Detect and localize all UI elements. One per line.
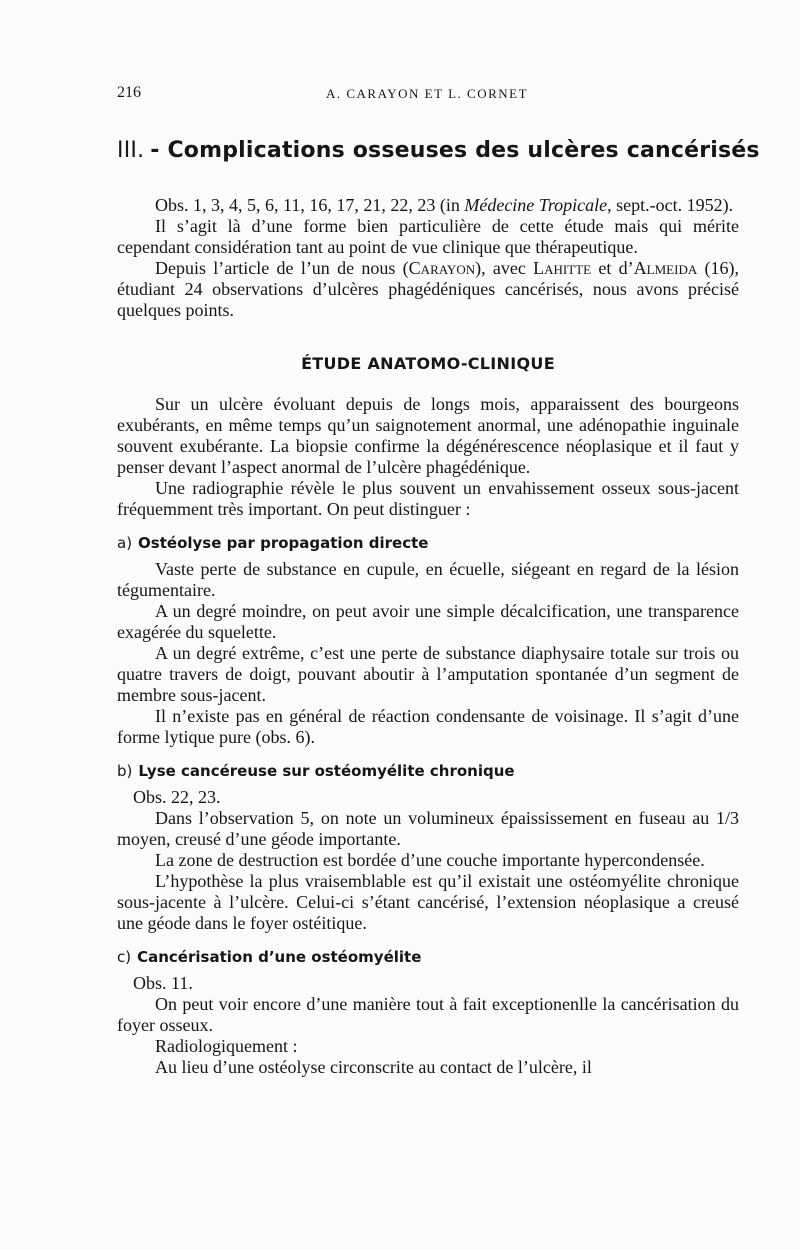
- author-name-carayon: Carayon: [408, 258, 476, 278]
- subsection-b-heading: [117, 761, 739, 782]
- subsection-a-letter: a): [117, 534, 133, 552]
- sub-c-paragraph-3: Au lieu d’une ostéolyse circonscrite au contact de l’ulcère, il: [155, 1057, 592, 1077]
- sub-b-paragraph-3: L’hypothèse la plus vraisemblable est qu’il existait une ostéomyélite chronique sous-jacente à l’ulcère. Celui-ci s’étant cancérisé, l’extension néoplasique a creusé une géode dans le foyer ostéitique.: [117, 871, 739, 933]
- subsection-b-title: Lyse cancéreuse sur ostéomyélite chronique: [138, 762, 515, 780]
- page-header: [117, 84, 737, 106]
- sub-a-paragraph-1: Vaste perte de substance en cupule, en écuelle, siégeant en regard de la lésion tégumentaire.: [117, 559, 739, 600]
- sub-b-obs: Obs. 22, 23.: [133, 787, 221, 807]
- sub-a-paragraph-2: A un degré moindre, on peut avoir une simple décalcification, une transparence exagérée du squelette.: [117, 601, 739, 642]
- section-paragraph-2: Une radiographie révèle le plus souvent un envahissement osseux sous-jacent fréquemment très important. On peut distinguer :: [117, 478, 739, 519]
- section-heading: ÉTUDE ANATOMO-CLINIQUE: [301, 354, 555, 373]
- intro-obs-paragraph: [117, 195, 739, 216]
- intro-p3-c: et d’: [591, 258, 634, 278]
- chapter-number: III.: [117, 138, 145, 163]
- chapter-title: [117, 138, 760, 163]
- sub-a-paragraph-4: Il n’existe pas en général de réaction condensante de voisinage. Il s’agit d’une forme lytique pure (obs. 6).: [117, 706, 739, 747]
- author-name-almeida: Almeida: [633, 258, 698, 278]
- subsection-c-heading: [117, 947, 739, 968]
- subsection-c-title: Cancérisation d’une ostéomyélite: [137, 948, 422, 966]
- sub-a-paragraph-3: A un degré extrême, c’est une perte de substance diaphysaire totale sur trois ou quatre travers de doigt, pouvant aboutir à l’amputation spontanée d’un segment de membre sous-jacent.: [117, 643, 739, 705]
- chapter-title-text: - Complications osseuses des ulcères cancérisés: [150, 138, 760, 163]
- subsection-b-letter: b): [117, 762, 133, 780]
- sub-b-paragraph-1: Dans l’observation 5, on note un volumineux épaississement en fuseau au 1/3 moyen, creusé d’une géode importante.: [117, 808, 739, 849]
- intro-p3-b: ), avec: [475, 258, 534, 278]
- sub-c-obs: Obs. 11.: [133, 973, 193, 993]
- author-name-lahitte: Lahitte: [533, 258, 592, 278]
- intro-paragraph-3: [117, 258, 739, 321]
- subsection-a-title: Ostéolyse par propagation directe: [138, 534, 429, 552]
- intro-p3-d: (16), étudiant 24 observations d’ulcères phagédéniques cancérisés, nous avons précisé quelques points.: [117, 258, 739, 320]
- body-text: [117, 138, 760, 1078]
- page-number: 216: [117, 84, 141, 101]
- section-paragraph-1: Sur un ulcère évoluant depuis de longs mois, apparaissent des bourgeons exubérants, en même temps qu’un saignotement anormal, une adénopathie inguinale souvent exubérante. La biopsie confirme la dégénérescence néoplasique et il faut y penser devant l’aspect anormal de l’ulcère phagédénique.: [117, 394, 739, 477]
- sub-c-paragraph-2: Radiologiquement :: [155, 1036, 298, 1056]
- intro-p3-a: Depuis l’article de l’un de nous (: [155, 258, 409, 278]
- subsection-c-letter: c): [117, 948, 132, 966]
- subsection-a-heading: [117, 533, 739, 554]
- intro-obs-text: Obs. 1, 3, 4, 5, 6, 11, 16, 17, 21, 22, 23 (in: [155, 195, 465, 215]
- sub-c-paragraph-1: On peut voir encore d’une manière tout à fait exceptionenlle la cancérisation du foyer osseux.: [117, 994, 739, 1035]
- intro-paragraph-2: Il s’agit là d’une forme bien particulière de cette étude mais qui mérite cependant considération tant au point de vue clinique que thérapeutique.: [117, 216, 739, 257]
- running-head: A. CARAYON ET L. CORNET: [325, 86, 529, 101]
- intro-obs-date: , sept.-oct. 1952).: [607, 195, 734, 215]
- sub-b-paragraph-2: La zone de destruction est bordée d’une couche importante hypercondensée.: [155, 850, 705, 870]
- journal-name: Médecine Tropicale: [464, 195, 608, 215]
